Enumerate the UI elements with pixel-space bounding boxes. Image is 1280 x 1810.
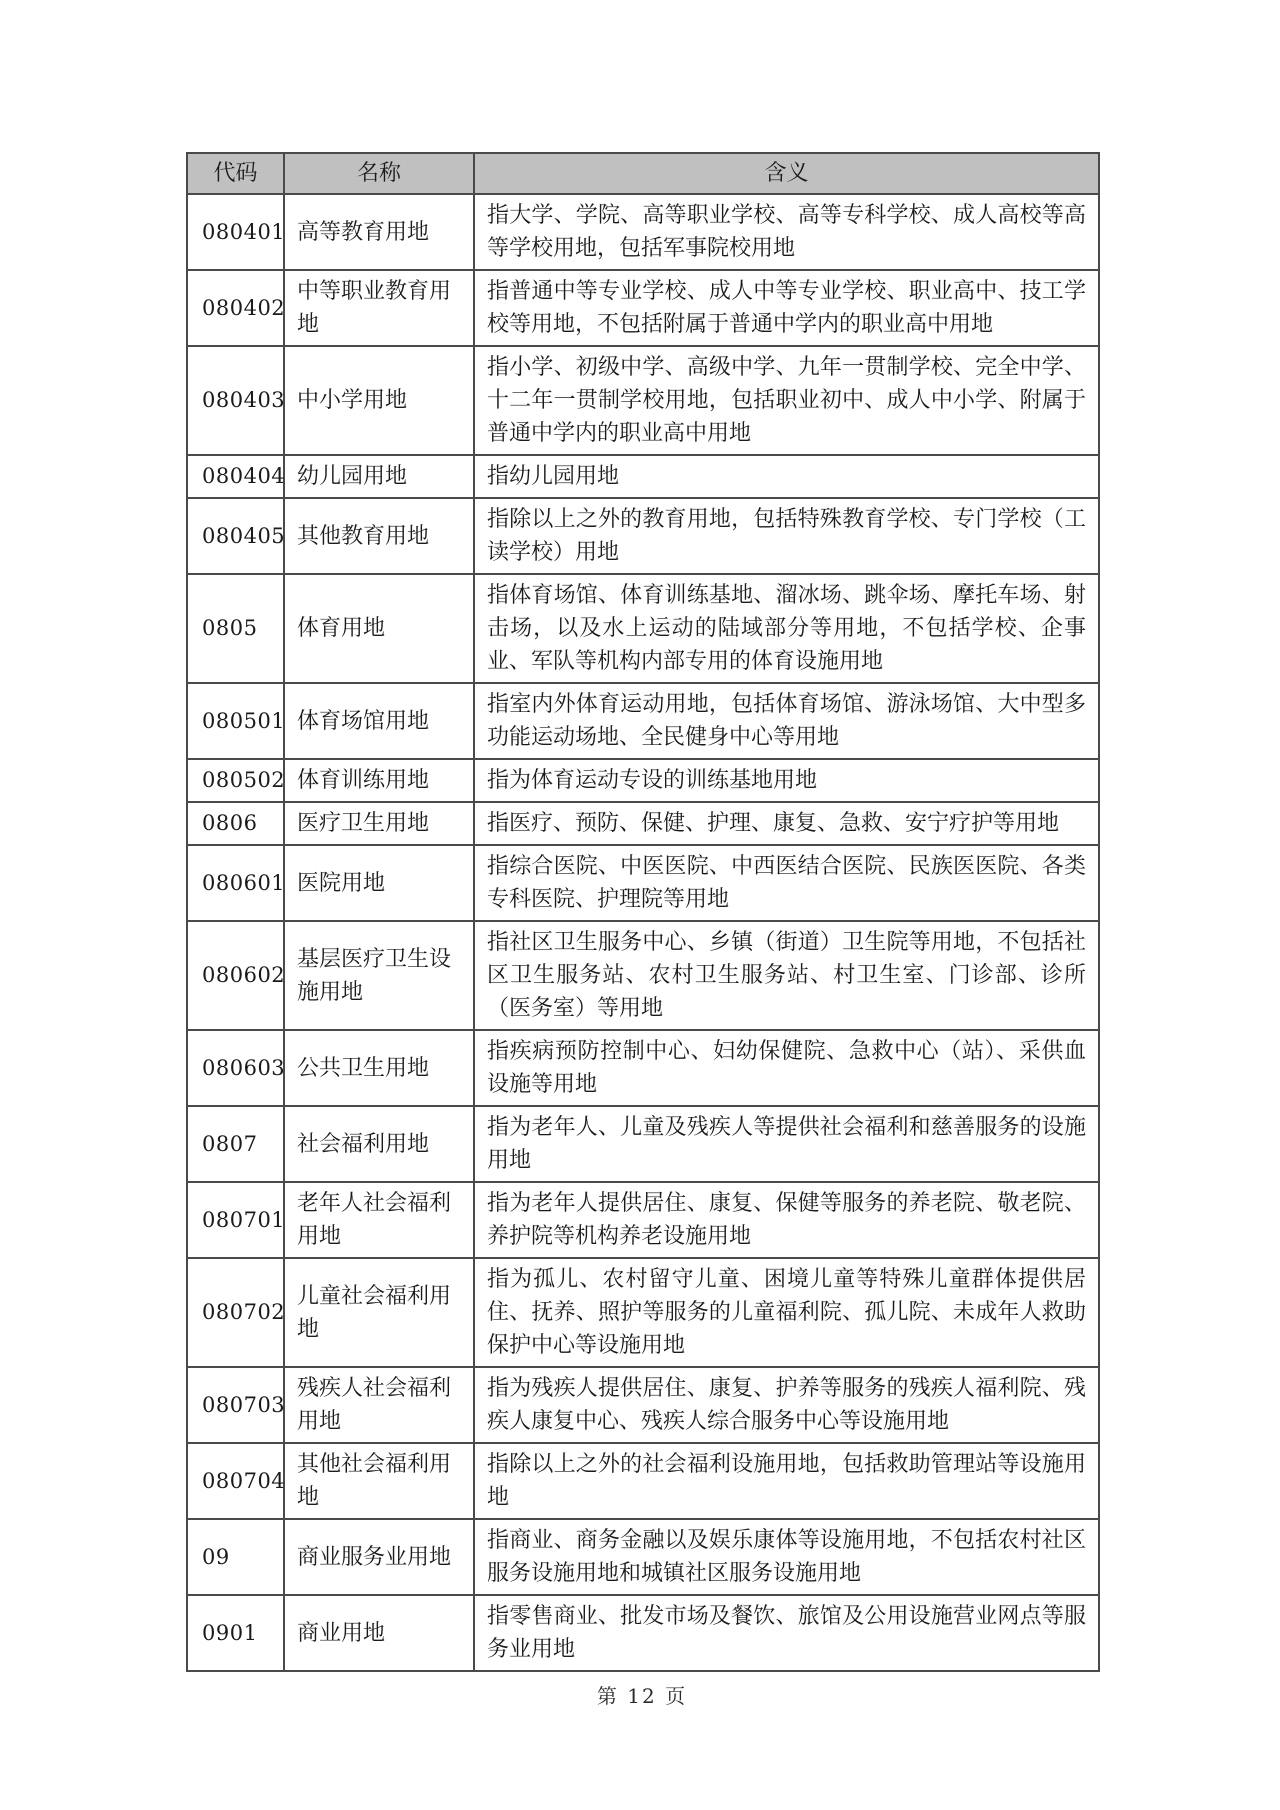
- name-cell: 社会福利用地: [284, 1106, 474, 1182]
- table-row: [187, 1367, 1099, 1443]
- name-cell: 其他教育用地: [284, 498, 474, 574]
- table-row: [187, 574, 1099, 683]
- meaning-cell: 指为老年人提供居住、康复、保健等服务的养老院、敬老院、养护院等机构养老设施用地: [474, 1182, 1099, 1258]
- meaning-cell: 指除以上之外的社会福利设施用地，包括救助管理站等设施用地: [474, 1443, 1099, 1519]
- name-cell: 体育训练用地: [284, 759, 474, 802]
- table-row: [187, 1258, 1099, 1367]
- name-cell: 中等职业教育用地: [284, 270, 474, 346]
- meaning-cell: 指为体育运动专设的训练基地用地: [474, 759, 1099, 802]
- code-cell: 080402: [187, 270, 284, 346]
- table-row: [187, 1595, 1099, 1671]
- code-cell: 080401: [187, 194, 284, 270]
- name-cell: 中小学用地: [284, 346, 474, 455]
- code-cell: 0901: [187, 1595, 284, 1671]
- code-cell: 080702: [187, 1258, 284, 1367]
- meaning-cell: 指普通中等专业学校、成人中等专业学校、职业高中、技工学校等用地，不包括附属于普通中学内的职业高中用地: [474, 270, 1099, 346]
- name-cell: 高等教育用地: [284, 194, 474, 270]
- meaning-cell: 指为孤儿、农村留守儿童、困境儿童等特殊儿童群体提供居住、抚养、照护等服务的儿童福利院、孤儿院、未成年人救助保护中心等设施用地: [474, 1258, 1099, 1367]
- column-header-name: 名称: [284, 153, 474, 194]
- table-row: [187, 1443, 1099, 1519]
- name-cell: 幼儿园用地: [284, 455, 474, 498]
- code-cell: 080704: [187, 1443, 284, 1519]
- table-row: [187, 1519, 1099, 1595]
- name-cell: 儿童社会福利用地: [284, 1258, 474, 1367]
- table-row: [187, 1182, 1099, 1258]
- name-cell: 商业用地: [284, 1595, 474, 1671]
- code-cell: 080502: [187, 759, 284, 802]
- meaning-cell: 指为残疾人提供居住、康复、护养等服务的残疾人福利院、残疾人康复中心、残疾人综合服务中心等设施用地: [474, 1367, 1099, 1443]
- meaning-cell: 指医疗、预防、保健、护理、康复、急救、安宁疗护等用地: [474, 802, 1099, 845]
- name-cell: 医疗卫生用地: [284, 802, 474, 845]
- meaning-cell: 指零售商业、批发市场及餐饮、旅馆及公用设施营业网点等服务业用地: [474, 1595, 1099, 1671]
- meaning-cell: 指小学、初级中学、高级中学、九年一贯制学校、完全中学、十二年一贯制学校用地，包括职业初中、成人中小学、附属于普通中学内的职业高中用地: [474, 346, 1099, 455]
- meaning-cell: 指体育场馆、体育训练基地、溜冰场、跳伞场、摩托车场、射击场，以及水上运动的陆域部分等用地，不包括学校、企事业、军队等机构内部专用的体育设施用地: [474, 574, 1099, 683]
- name-cell: 医院用地: [284, 845, 474, 921]
- name-cell: 基层医疗卫生设施用地: [284, 921, 474, 1030]
- table-row: [187, 1030, 1099, 1106]
- table-row: [187, 346, 1099, 455]
- code-cell: 080701: [187, 1182, 284, 1258]
- page-number: 第 12 页: [596, 1684, 688, 1708]
- column-header-code: 代码: [187, 153, 284, 194]
- meaning-cell: 指社区卫生服务中心、乡镇（街道）卫生院等用地，不包括社区卫生服务站、农村卫生服务站、村卫生室、门诊部、诊所（医务室）等用地: [474, 921, 1099, 1030]
- land-use-classification-table: [186, 152, 1100, 1672]
- table-row: [187, 759, 1099, 802]
- table-header-row: [187, 153, 1099, 194]
- column-header-meaning: 含义: [474, 153, 1099, 194]
- name-cell: 体育用地: [284, 574, 474, 683]
- code-cell: 0807: [187, 1106, 284, 1182]
- name-cell: 残疾人社会福利用地: [284, 1367, 474, 1443]
- name-cell: 其他社会福利用地: [284, 1443, 474, 1519]
- table-row: [187, 194, 1099, 270]
- code-cell: 080601: [187, 845, 284, 921]
- code-cell: 080602: [187, 921, 284, 1030]
- name-cell: 体育场馆用地: [284, 683, 474, 759]
- table-body: [187, 194, 1099, 1671]
- code-cell: 0805: [187, 574, 284, 683]
- name-cell: 老年人社会福利用地: [284, 1182, 474, 1258]
- meaning-cell: 指为老年人、儿童及残疾人等提供社会福利和慈善服务的设施用地: [474, 1106, 1099, 1182]
- name-cell: 公共卫生用地: [284, 1030, 474, 1106]
- table-row: [187, 498, 1099, 574]
- code-cell: 080501: [187, 683, 284, 759]
- code-cell: 0806: [187, 802, 284, 845]
- code-cell: 080405: [187, 498, 284, 574]
- meaning-cell: 指幼儿园用地: [474, 455, 1099, 498]
- table-row: [187, 845, 1099, 921]
- meaning-cell: 指大学、学院、高等职业学校、高等专科学校、成人高校等高等学校用地，包括军事院校用地: [474, 194, 1099, 270]
- meaning-cell: 指综合医院、中医医院、中西医结合医院、民族医医院、各类专科医院、护理院等用地: [474, 845, 1099, 921]
- meaning-cell: 指室内外体育运动用地，包括体育场馆、游泳场馆、大中型多功能运动场地、全民健身中心等用地: [474, 683, 1099, 759]
- table-row: [187, 802, 1099, 845]
- name-cell: 商业服务业用地: [284, 1519, 474, 1595]
- code-cell: 080404: [187, 455, 284, 498]
- table-row: [187, 270, 1099, 346]
- code-cell: 09: [187, 1519, 284, 1595]
- meaning-cell: 指疾病预防控制中心、妇幼保健院、急救中心（站）、采供血设施等用地: [474, 1030, 1099, 1106]
- meaning-cell: 指除以上之外的教育用地，包括特殊教育学校、专门学校（工读学校）用地: [474, 498, 1099, 574]
- table-row: [187, 455, 1099, 498]
- code-cell: 080703: [187, 1367, 284, 1443]
- code-cell: 080403: [187, 346, 284, 455]
- table-row: [187, 1106, 1099, 1182]
- meaning-cell: 指商业、商务金融以及娱乐康体等设施用地，不包括农村社区服务设施用地和城镇社区服务设施用地: [474, 1519, 1099, 1595]
- table-row: [187, 683, 1099, 759]
- code-cell: 080603: [187, 1030, 284, 1106]
- table-row: [187, 921, 1099, 1030]
